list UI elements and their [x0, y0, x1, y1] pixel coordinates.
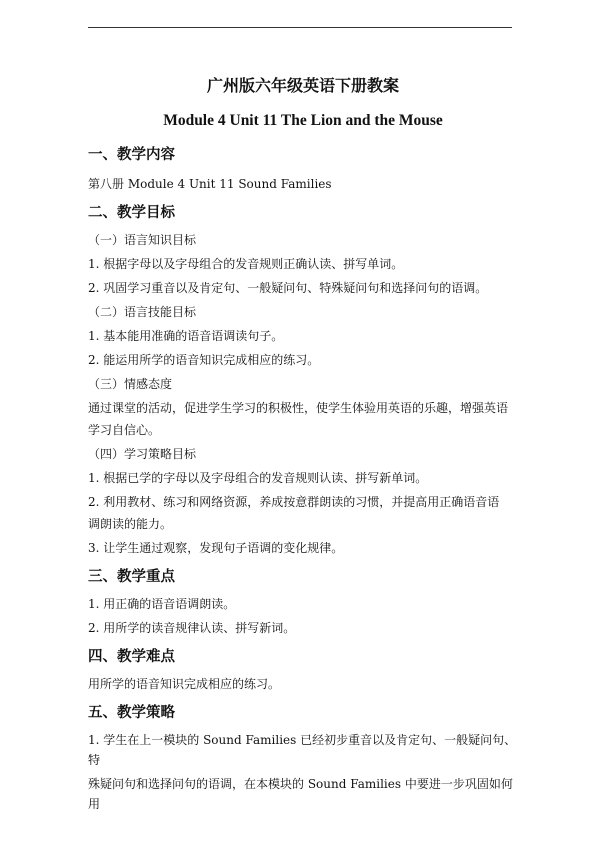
section-heading-difficulties: 四、教学难点 — [88, 648, 175, 665]
section-heading-strategies: 五、教学策略 — [88, 704, 175, 721]
document-title: 广州版六年级英语下册教案 — [206, 76, 399, 95]
paragraph-line: 殊疑问句和选择问句的语调，在本模块的 Sound Families 中要进一步巩固如何用 — [88, 777, 513, 811]
list-item: 3. 让学生通过观察，发现句子语调的变化规律。 — [88, 541, 344, 555]
paragraph-line: 1. 学生在上一模块的 Sound Families 已经初步重音以及肯定句、一般疑问句、特 — [88, 733, 517, 767]
document-body — [88, 72, 518, 814]
section-text: 第八册 Module 4 Unit 11 Sound Families — [88, 177, 332, 191]
section-text: 用所学的语音知识完成相应的练习。 — [88, 677, 281, 691]
subsection-heading: （一）语言知识目标 — [88, 233, 197, 247]
list-item-continuation: 调朗读的能力。 — [88, 517, 173, 531]
section-heading-key-points: 三、教学重点 — [88, 568, 175, 585]
paragraph-line: 通过课堂的活动，促进学生学习的积极性，使学生体验用英语的乐趣，增强英语 — [88, 401, 509, 415]
paragraph-line: 学习自信心。 — [88, 423, 161, 437]
list-item: 1. 基本能用准确的语音语调读句子。 — [88, 329, 284, 343]
list-item: 1. 根据字母以及字母组合的发音规则正确认读、拼写单词。 — [88, 257, 404, 271]
list-item: 1. 用正确的语音语调朗读。 — [88, 597, 236, 611]
list-item: 2. 能运用所学的语音知识完成相应的练习。 — [88, 353, 320, 367]
subsection-heading: （二）语言技能目标 — [88, 305, 197, 319]
header-rule — [88, 27, 512, 28]
subsection-heading: （三）情感态度 — [88, 377, 173, 391]
subsection-heading: （四）学习策略目标 — [88, 447, 197, 461]
list-item: 1. 根据已学的字母以及字母组合的发音规则认读、拼写新单词。 — [88, 471, 428, 485]
list-item: 2. 用所学的读音规律认读、拼写新词。 — [88, 621, 296, 635]
list-item: 2. 利用教材、练习和网络资源，养成按意群朗读的习惯，并提高用正确语音语 — [88, 495, 500, 509]
list-item: 2. 巩固学习重音以及肯定句、一般疑问句、特殊疑问句和选择问句的语调。 — [88, 281, 488, 295]
section-heading-objectives: 二、教学目标 — [88, 204, 175, 221]
document-subtitle: Module 4 Unit 11 The Lion and the Mouse — [163, 112, 443, 129]
section-heading-content: 一、教学内容 — [88, 146, 175, 163]
